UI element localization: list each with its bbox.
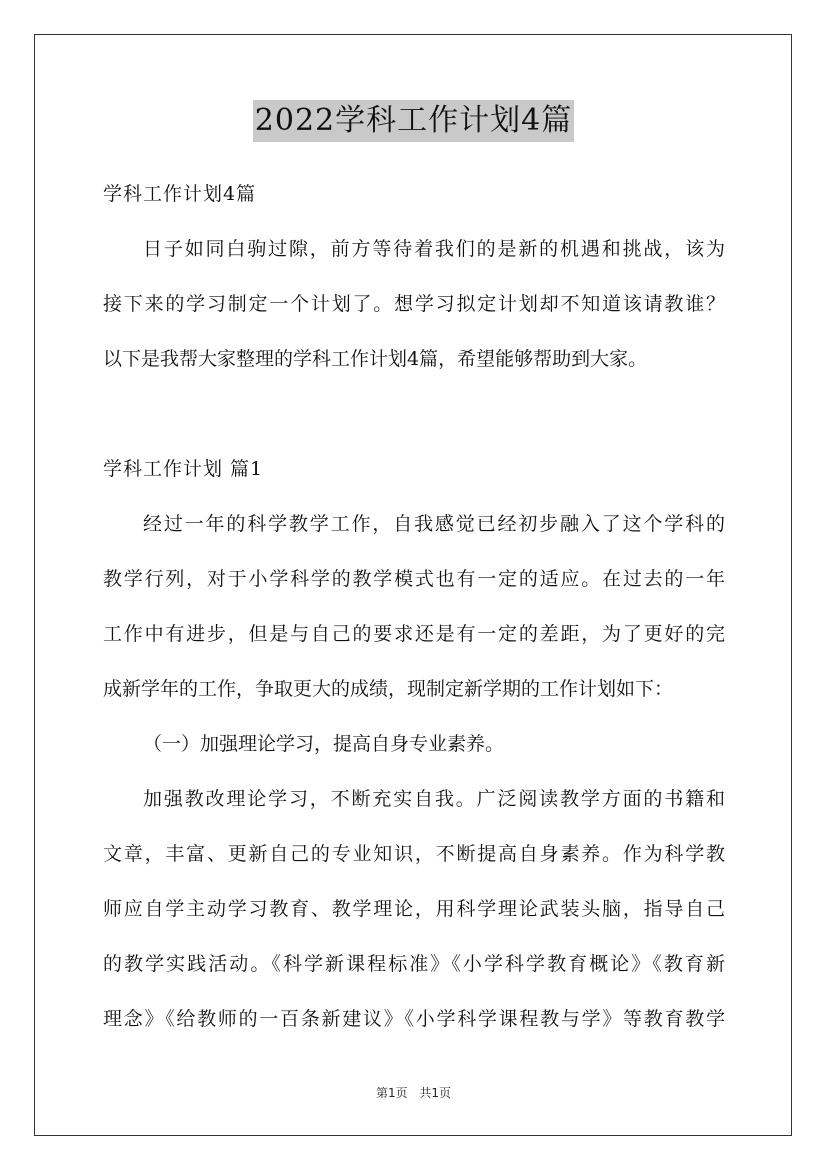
page-number-current: 第1页	[375, 1086, 408, 1100]
paragraph-line: 加强教改理论学习，不断充实自我。广泛阅读教学方面的书籍和	[143, 788, 725, 810]
paragraph-line: 教学行列，对于小学科学的教学模式也有一定的适应。在过去的一年	[103, 568, 725, 590]
list-item: （一）加强理论学习，提高自身专业素养。	[143, 733, 505, 755]
intro-line: 接下来的学习制定一个计划了。想学习拟定计划却不知道该请教谁？	[103, 293, 725, 315]
paragraph-line: 工作中有进步，但是与自己的要求还是有一定的差距，为了更好的完	[103, 623, 725, 645]
document-subtitle: 学科工作计划4篇	[103, 183, 257, 205]
intro-line: 日子如同白驹过隙，前方等待着我们的是新的机遇和挑战，该为	[143, 238, 725, 260]
page-number-total: 共1页	[419, 1086, 452, 1100]
section-title: 学科工作计划 篇1	[103, 458, 264, 480]
paragraph-line: 师应自学主动学习教育、教学理论，用科学理论武装头脑，指导自己	[103, 898, 725, 920]
paragraph-line: 理念》《给教师的一百条新建议》《小学科学课程教与学》等教育教学	[103, 1008, 725, 1030]
paragraph-line: 的教学实践活动。《科学新课程标准》《小学科学教育概论》《教育新	[103, 953, 725, 975]
intro-line: 以下是我帮大家整理的学科工作计划4篇，希望能够帮助到大家。	[103, 348, 648, 370]
page-footer	[0, 1084, 827, 1101]
document-title: 2022学科工作计划4篇	[253, 100, 574, 142]
title-container	[0, 100, 827, 142]
paragraph-line: 文章，丰富、更新自己的专业知识，不断提高自身素养。作为科学教	[103, 843, 725, 865]
paragraph-line: 经过一年的科学教学工作，自我感觉已经初步融入了这个学科的	[143, 513, 725, 535]
document-body	[103, 176, 725, 1037]
paragraph-line: 成新学年的工作，争取更大的成绩，现制定新学期的工作计划如下：	[103, 678, 674, 700]
